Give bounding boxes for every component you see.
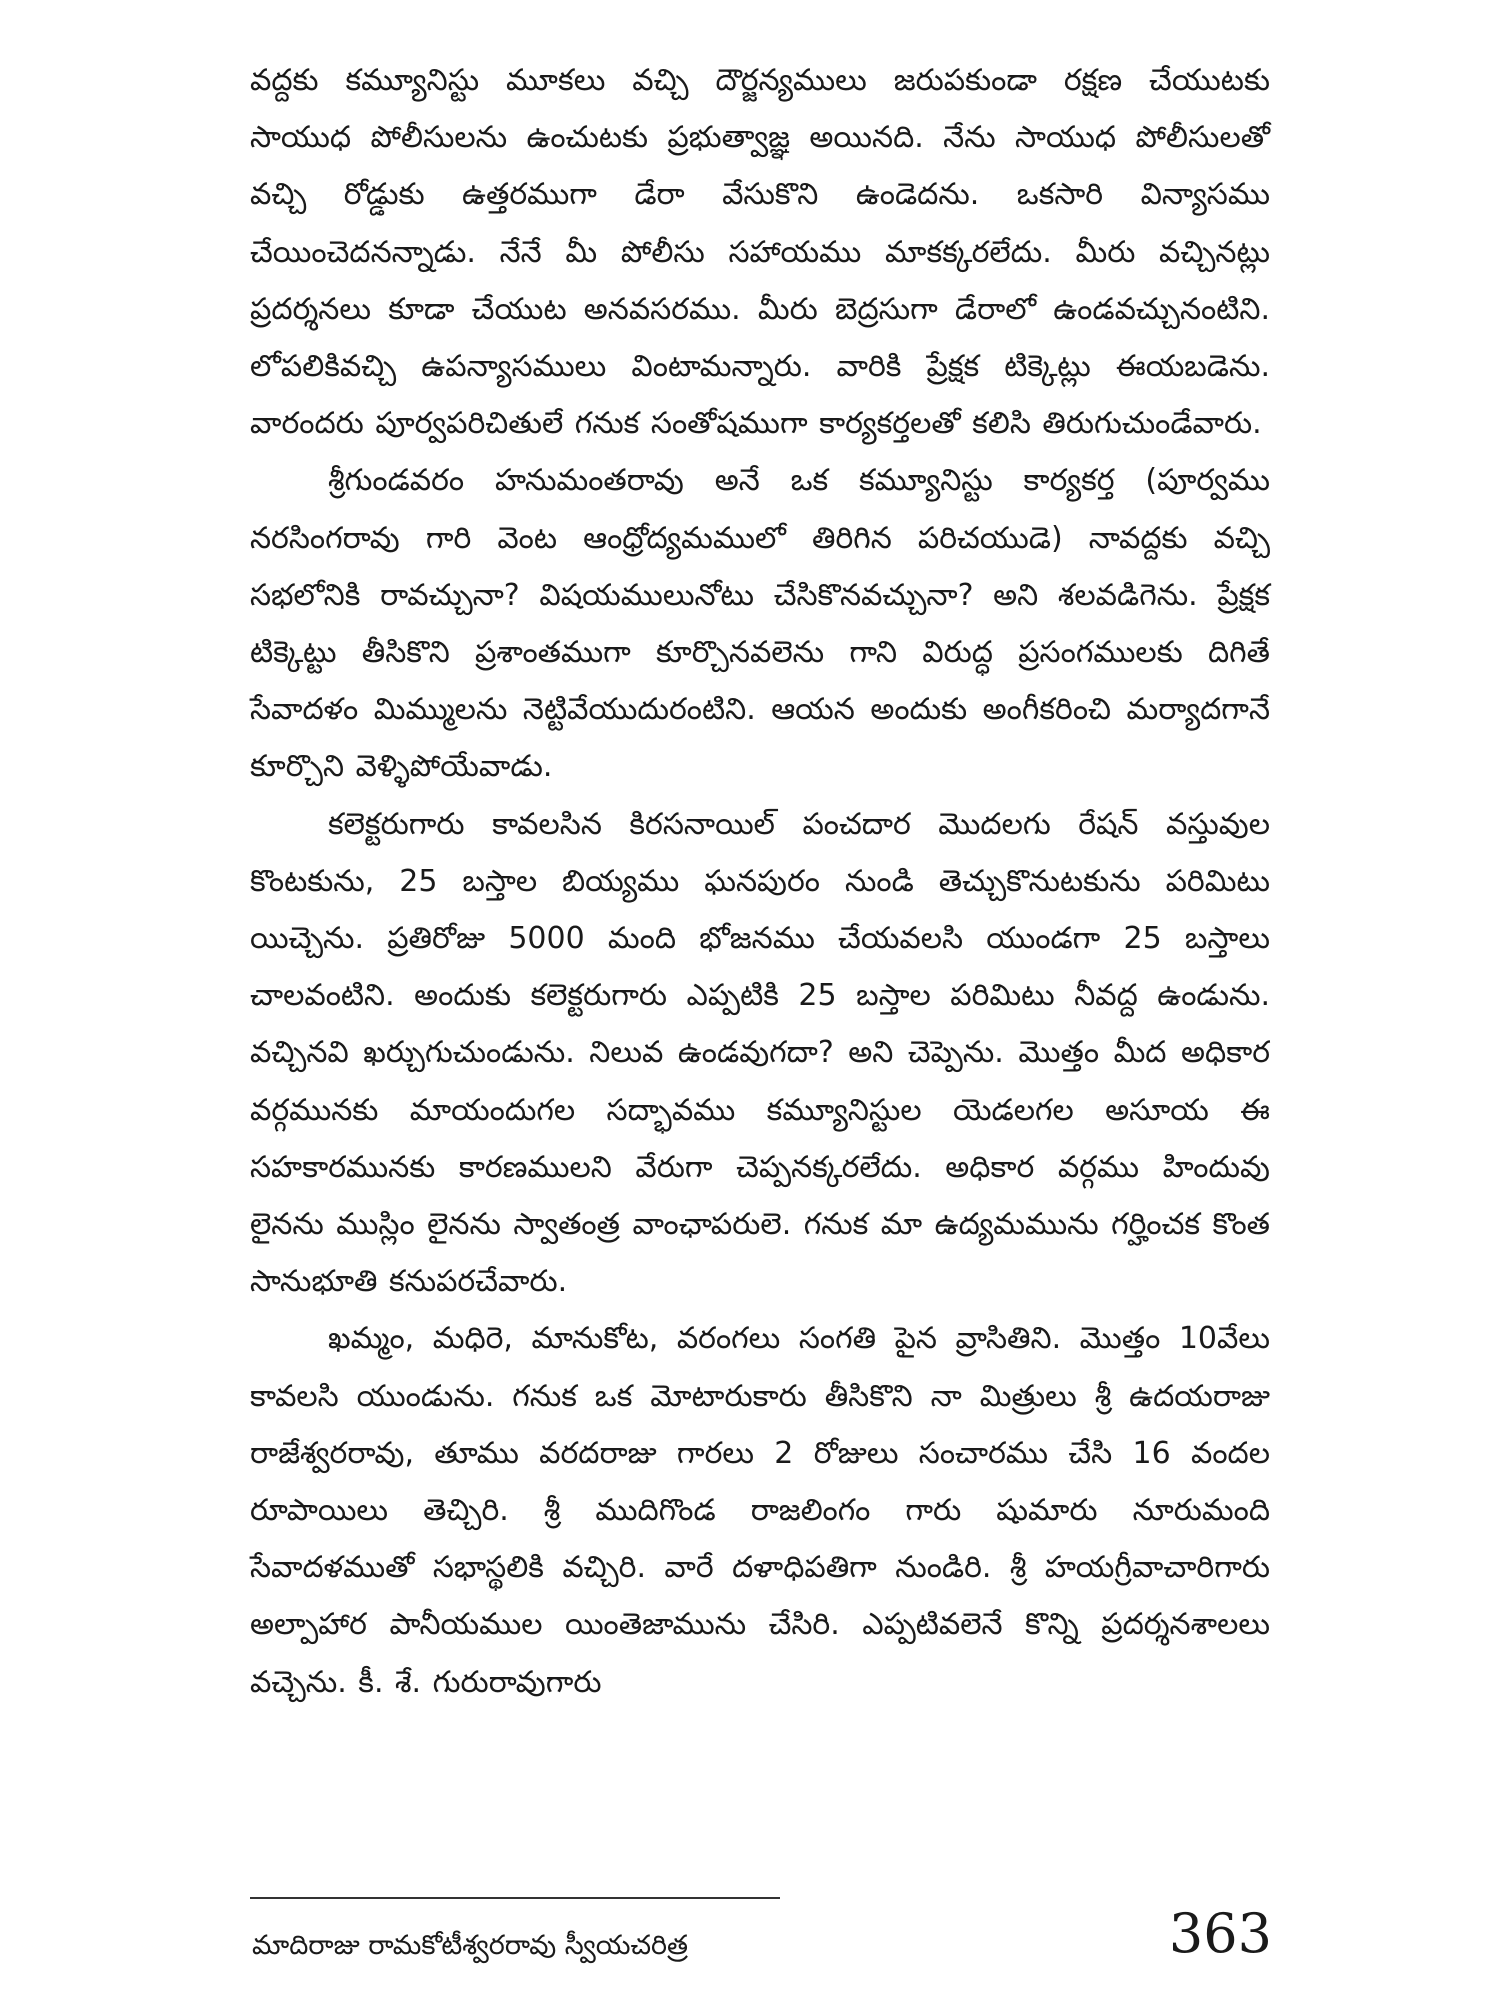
body-text [250, 52, 1270, 1711]
paragraph-2: శ్రీగుండవరం హనుమంతరావు అనే ఒక కమ్యూనిస్టు కార్యకర్త (పూర్వము నరసింగరావు గారి వెంట ఆంధ్రోద్యమములో తిరిగిన పరిచయుడె) నావద్దకు వచ్చి సభలోనికి రావచ్చునా? విషయములునోటు చేసికొనవచ్చునా? అని శలవడిగెను. ప్రేక్షక టిక్కెట్టు తీసికొని ప్రశాంతముగా కూర్చొనవలెను గాని విరుద్ధ ప్రసంగములకు దిగితే సేవాదళం మిమ్ములను నెట్టివేయుదురంటిని. ఆయన అందుకు అంగీకరించి మర్యాదగానే కూర్చొని వెళ్ళిపోయేవాడు. [250, 463, 1270, 785]
paragraph-1: వద్దకు కమ్యూనిస్టు మూకలు వచ్చి దౌర్జన్యములు జరుపకుండా రక్షణ చేయుటకు సాయుధ పోలీసులను ఉంచుటకు ప్రభుత్వాజ్ఞ అయినది. నేను సాయుధ పోలీసులతో వచ్చి రోడ్డుకు ఉత్తరముగా డేరా వేసుకొని ఉండెదను. ఒకసారి విన్యాసము చేయించెదనన్నాడు. నేనే మీ పోలీసు సహాయము మాకక్కరలేదు. మీరు వచ్చినట్లు ప్రదర్శనలు కూడా చేయుట అనవసరము. మీరు బెద్రసుగా డేరాలో ఉండవచ్చునంటిని. లోపలికివచ్చి ఉపన్యాసములు వింటామన్నారు. వారికి ప్రేక్షక టిక్కెట్లు ఈయబడెను. వారందరు పూర్వపరిచితులే గనుక సంతోషముగా కార్యకర్తలతో కలిసి తిరుగుచుండేవారు. [250, 63, 1270, 442]
paragraph-3: కలెక్టరుగారు కావలసిన కిరసనాయిల్ పంచదార మొదలగు రేషన్ వస్తువుల కొంటకును, 25 బస్తాల బియ్యము ఘనపురం నుండి తెచ్చుకొనుటకును పరిమిటు యిచ్చెను. ప్రతిరోజు 5000 మంది భోజనము చేయవలసి యుండగా 25 బస్తాలు చాలవంటిని. అందుకు కలెక్టరుగారు ఎప్పటికి 25 బస్తాల పరిమిటు నీవద్ద ఉండును. వచ్చినవి ఖర్చుగుచుండును. నిలువ ఉండవుగదా? అని చెప్పెను. మొత్తం మీద అధికార వర్గమునకు మాయందుగల సద్భావము కమ్యూనిస్టుల యెడలగల అసూయ ఈ సహకారమునకు కారణములని వేరుగా చెప్పనక్కరలేదు. అధికార వర్గము హిందువు లైనను ముస్లిం లైనను స్వాతంత్ర వాంఛాపరులె. గనుక మా ఉద్యమమును గర్హించక కొంత సానుభూతి కనుపరచేవారు. [250, 806, 1270, 1300]
page-number: 363 [1168, 1902, 1272, 1965]
paragraph-4: ఖమ్మం, మధిరె, మానుకోట, వరంగలు సంగతి పైన వ్రాసితిని. మొత్తం 10వేలు కావలసి యుండును. గనుక ఒక మోటారుకారు తీసికొని నా మిత్రులు శ్రీ ఉదయరాజు రాజేశ్వరరావు, తూము వరదరాజు గారలు 2 రోజులు సంచారము చేసి 16 వందల రూపాయిలు తెచ్చిరి. శ్రీ ముదిగొండ రాజలింగం గారు షుమారు నూరుమంది సేవాదళముతో సభాస్థలికి వచ్చిరి. వారే దళాధిపతిగా నుండిరి. శ్రీ హయగ్రీవాచారిగారు అల్పాహార పానీయముల యింతెజామును చేసిరి. ఎప్పటివలెనే కొన్ని ప్రదర్శనశాలలు వచ్చెను. కీ. శే. గురురావుగారు [250, 1321, 1270, 1700]
footer-divider [250, 1897, 780, 1899]
page-content [250, 52, 1270, 1992]
footer-book-title: మాదిరాజు రామకోటీశ్వరరావు స్వీయచరిత్ర [252, 1930, 689, 1961]
